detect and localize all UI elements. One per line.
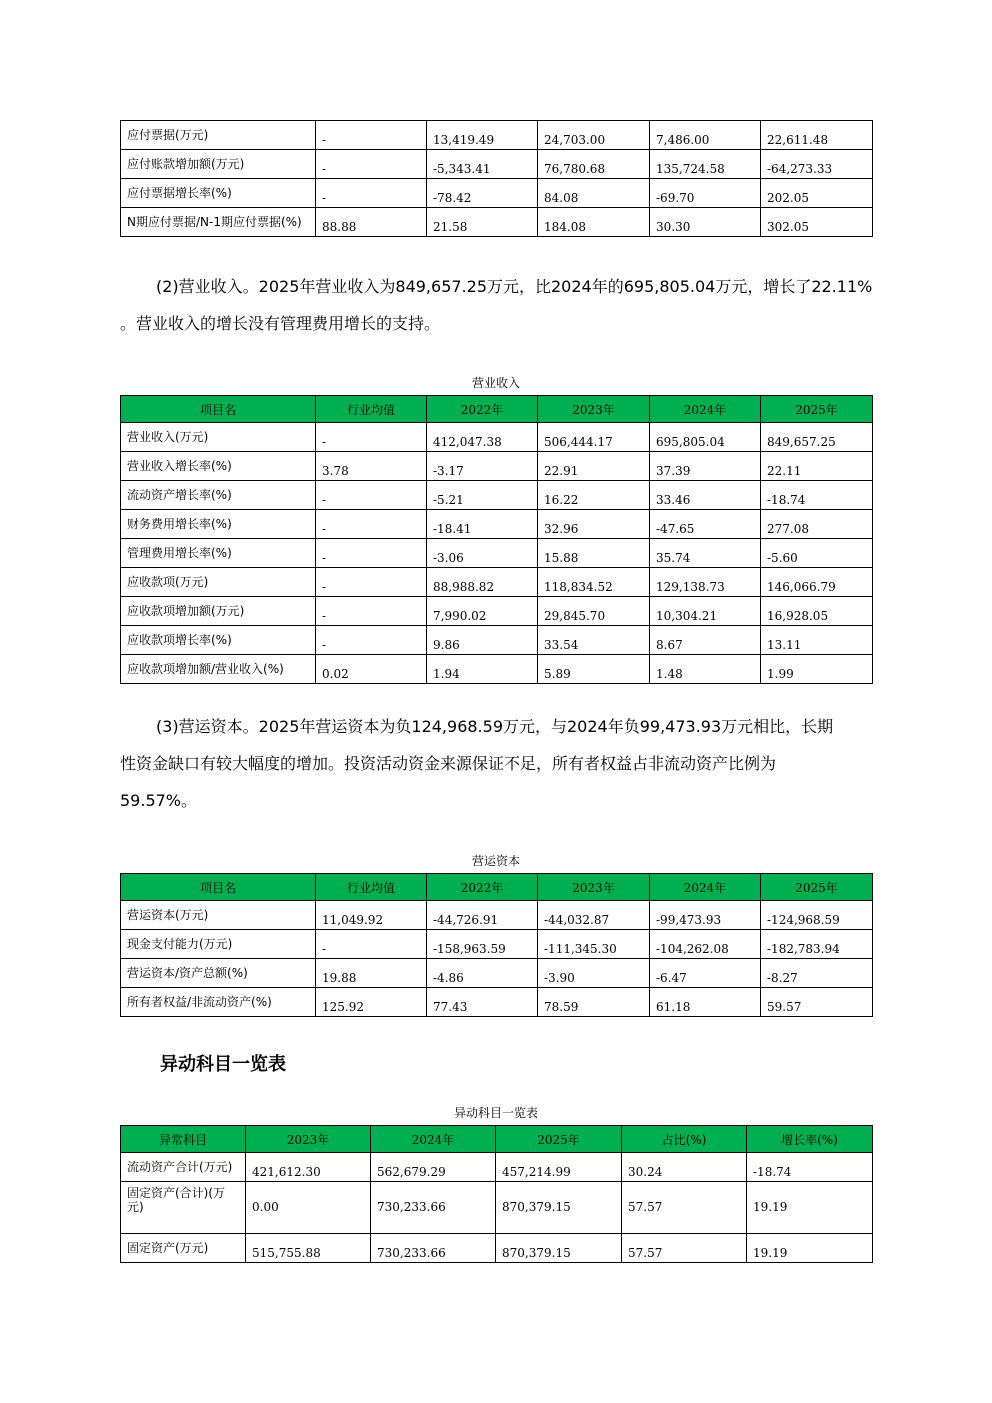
table-cell: 277.08 (761, 510, 873, 539)
table-cell: -44,726.91 (427, 901, 538, 930)
table-row (121, 626, 873, 655)
table-cell: 515,755.88 (246, 1234, 371, 1263)
table-row (121, 1234, 873, 1263)
table-cell: 22.11 (761, 452, 873, 481)
table-cell: 22,611.48 (761, 121, 873, 150)
table-cell: 88.88 (316, 208, 427, 237)
working-capital-paragraph (120, 708, 880, 819)
table-cell: - (316, 179, 427, 208)
revenue-table (120, 395, 873, 684)
table-cell: 77.43 (427, 988, 538, 1017)
table-row (121, 150, 873, 179)
table-cell: 3.78 (316, 452, 427, 481)
column-header: 2024年 (650, 396, 761, 423)
table-row (121, 568, 873, 597)
table-cell: 19.19 (747, 1234, 873, 1263)
table-row (121, 539, 873, 568)
table-cell: 870,379.15 (496, 1182, 622, 1234)
table-cell: 57.57 (622, 1182, 747, 1234)
table-cell: - (316, 121, 427, 150)
column-header: 2024年 (650, 874, 761, 901)
table-cell: 849,657.25 (761, 423, 873, 452)
column-header: 项目名 (121, 874, 316, 901)
table-cell: - (316, 481, 427, 510)
table-cell: - (316, 930, 427, 959)
row-label: 固定资产(合计)(万元) (121, 1182, 246, 1234)
table-cell: -18.41 (427, 510, 538, 539)
table-cell: 33.54 (538, 626, 650, 655)
table-row (121, 655, 873, 684)
table-cell: 184.08 (538, 208, 650, 237)
table-cell: 0.02 (316, 655, 427, 684)
table-cell: -44,032.87 (538, 901, 650, 930)
row-label: N期应付票据/N-1期应付票据(%) (121, 208, 316, 237)
table-cell: 78.59 (538, 988, 650, 1017)
working-capital-table-body (121, 901, 873, 1017)
table-cell: - (316, 597, 427, 626)
working-capital-table (120, 873, 873, 1017)
table-cell: 21.58 (427, 208, 538, 237)
table-cell: - (316, 626, 427, 655)
column-header: 2025年 (496, 1126, 622, 1153)
row-label: 固定资产(万元) (121, 1234, 246, 1263)
table-cell: 125.92 (316, 988, 427, 1017)
row-label: 应付账款增加额(万元) (121, 150, 316, 179)
row-label: 应收款项增长率(%) (121, 626, 316, 655)
table-cell: 730,233.66 (371, 1182, 496, 1234)
table-cell: 76,780.68 (538, 150, 650, 179)
column-header: 2023年 (246, 1126, 371, 1153)
table-cell: 1.94 (427, 655, 538, 684)
revenue-paragraph (120, 268, 880, 342)
row-label: 管理费用增长率(%) (121, 539, 316, 568)
table-cell: 29,845.70 (538, 597, 650, 626)
table-cell: -99,473.93 (650, 901, 761, 930)
column-header: 2025年 (761, 874, 873, 901)
table-cell: - (316, 510, 427, 539)
table-cell: -124,968.59 (761, 901, 873, 930)
table-row (121, 423, 873, 452)
table-cell: 457,214.99 (496, 1153, 622, 1182)
row-label: 流动资产增长率(%) (121, 481, 316, 510)
section-heading: 异动科目一览表 (160, 1054, 286, 1075)
abnormal-table-caption: 异动科目一览表 (453, 1106, 538, 1120)
row-label: 流动资产合计(万元) (121, 1153, 246, 1182)
table-cell: 1.99 (761, 655, 873, 684)
table-cell: - (316, 539, 427, 568)
table-cell: 302.05 (761, 208, 873, 237)
working-capital-table-caption: 营运资本 (471, 854, 520, 868)
table-row (121, 597, 873, 626)
row-label: 财务费用增长率(%) (121, 510, 316, 539)
table-cell: -69.70 (650, 179, 761, 208)
row-label: 所有者权益/非流动资产(%) (121, 988, 316, 1017)
table-cell: 562,679.29 (371, 1153, 496, 1182)
table-cell: 13.11 (761, 626, 873, 655)
table-cell: 88,988.82 (427, 568, 538, 597)
table-cell: -78.42 (427, 179, 538, 208)
table-cell: -47.65 (650, 510, 761, 539)
row-label: 营运资本(万元) (121, 901, 316, 930)
table-cell: -18.74 (761, 481, 873, 510)
table-cell: 730,233.66 (371, 1234, 496, 1263)
table-row (121, 930, 873, 959)
revenue-paragraph-line-1: (2)营业收入。2025年营业收入为849,657.25万元，比2024年的695,805.04万元，增长了22.11% (156, 277, 873, 296)
table-row (121, 959, 873, 988)
row-label: 营运资本/资产总额(%) (121, 959, 316, 988)
working-capital-table-header (121, 874, 873, 901)
table-cell: 24,703.00 (538, 121, 650, 150)
table-cell: 61.18 (650, 988, 761, 1017)
table-cell: 37.39 (650, 452, 761, 481)
table-cell: -4.86 (427, 959, 538, 988)
table-cell: -111,345.30 (538, 930, 650, 959)
abnormal-table-header (121, 1126, 873, 1153)
table-cell: 19.19 (747, 1182, 873, 1234)
table-row (121, 988, 873, 1017)
row-label: 营业收入增长率(%) (121, 452, 316, 481)
column-header: 2024年 (371, 1126, 496, 1153)
table-row (121, 510, 873, 539)
table-row (121, 179, 873, 208)
table-cell: -18.74 (747, 1153, 873, 1182)
table-cell: 22.91 (538, 452, 650, 481)
column-header: 行业均值 (316, 396, 427, 423)
table-cell: -104,262.08 (650, 930, 761, 959)
table-cell: 870,379.15 (496, 1234, 622, 1263)
table-cell: 16.22 (538, 481, 650, 510)
column-header: 2022年 (427, 396, 538, 423)
revenue-table-body (121, 423, 873, 684)
table-cell: 30.24 (622, 1153, 747, 1182)
table-cell: -8.27 (761, 959, 873, 988)
table-cell: -6.47 (650, 959, 761, 988)
table-cell: 15.88 (538, 539, 650, 568)
table-cell: 0.00 (246, 1182, 371, 1234)
table-cell: 118,834.52 (538, 568, 650, 597)
column-header: 异常科目 (121, 1126, 246, 1153)
table-cell: 1.48 (650, 655, 761, 684)
column-header: 2022年 (427, 874, 538, 901)
table-cell: 10,304.21 (650, 597, 761, 626)
table-cell: 5.89 (538, 655, 650, 684)
revenue-table-header (121, 396, 873, 423)
table-cell: 421,612.30 (246, 1153, 371, 1182)
column-header: 项目名 (121, 396, 316, 423)
table-cell: - (316, 423, 427, 452)
table-cell: -5,343.41 (427, 150, 538, 179)
column-header: 行业均值 (316, 874, 427, 901)
payables-table (120, 120, 873, 237)
table-cell: 35.74 (650, 539, 761, 568)
table-row (121, 208, 873, 237)
table-cell: 7,486.00 (650, 121, 761, 150)
payables-table-body (121, 121, 873, 237)
row-label: 应收款项增加额(万元) (121, 597, 316, 626)
table-cell: 19.88 (316, 959, 427, 988)
working-capital-paragraph-line-1: (3)营运资本。2025年营运资本为负124,968.59万元，与2024年负99,473.93万元相比，长期 (156, 717, 834, 736)
table-cell: 135,724.58 (650, 150, 761, 179)
table-cell: 33.46 (650, 481, 761, 510)
table-cell: 32.96 (538, 510, 650, 539)
table-cell: -182,783.94 (761, 930, 873, 959)
working-capital-paragraph-line-3: 59.57%。 (120, 791, 198, 810)
table-cell: 11,049.92 (316, 901, 427, 930)
column-header: 增长率(%) (747, 1126, 873, 1153)
row-label: 应收款项(万元) (121, 568, 316, 597)
table-cell: 13,419.49 (427, 121, 538, 150)
table-cell: 412,047.38 (427, 423, 538, 452)
table-row (121, 1182, 873, 1234)
table-cell: -3.17 (427, 452, 538, 481)
row-label: 现金支付能力(万元) (121, 930, 316, 959)
abnormal-items-table (120, 1125, 873, 1263)
column-header: 2023年 (538, 874, 650, 901)
table-cell: - (316, 568, 427, 597)
table-cell: 9.86 (427, 626, 538, 655)
working-capital-paragraph-line-2: 性资金缺口有较大幅度的增加。投资活动资金来源保证不足，所有者权益占非流动资产比例为 (120, 754, 777, 773)
table-cell: -64,273.33 (761, 150, 873, 179)
table-cell: 129,138.73 (650, 568, 761, 597)
table-row (121, 1153, 873, 1182)
table-cell: 84.08 (538, 179, 650, 208)
table-cell: 7,990.02 (427, 597, 538, 626)
table-cell: 202.05 (761, 179, 873, 208)
table-cell: -5.60 (761, 539, 873, 568)
table-cell: 30.30 (650, 208, 761, 237)
revenue-table-caption: 营业收入 (471, 376, 520, 390)
row-label: 应付票据(万元) (121, 121, 316, 150)
row-label: 应收款项增加额/营业收入(%) (121, 655, 316, 684)
abnormal-table-body (121, 1153, 873, 1263)
column-header: 2025年 (761, 396, 873, 423)
revenue-paragraph-line-2: 。营业收入的增长没有管理费用增长的支持。 (120, 314, 441, 333)
table-cell: 8.67 (650, 626, 761, 655)
table-cell: 506,444.17 (538, 423, 650, 452)
table-cell: -3.06 (427, 539, 538, 568)
table-cell: -3.90 (538, 959, 650, 988)
table-cell: 57.57 (622, 1234, 747, 1263)
row-label: 营业收入(万元) (121, 423, 316, 452)
table-cell: -5.21 (427, 481, 538, 510)
table-cell: - (316, 150, 427, 179)
table-cell: 146,066.79 (761, 568, 873, 597)
row-label: 应付票据增长率(%) (121, 179, 316, 208)
column-header: 2023年 (538, 396, 650, 423)
table-row (121, 481, 873, 510)
table-cell: -158,963.59 (427, 930, 538, 959)
column-header: 占比(%) (622, 1126, 747, 1153)
table-row (121, 901, 873, 930)
table-cell: 695,805.04 (650, 423, 761, 452)
table-row (121, 121, 873, 150)
table-cell: 59.57 (761, 988, 873, 1017)
table-row (121, 452, 873, 481)
table-cell: 16,928.05 (761, 597, 873, 626)
